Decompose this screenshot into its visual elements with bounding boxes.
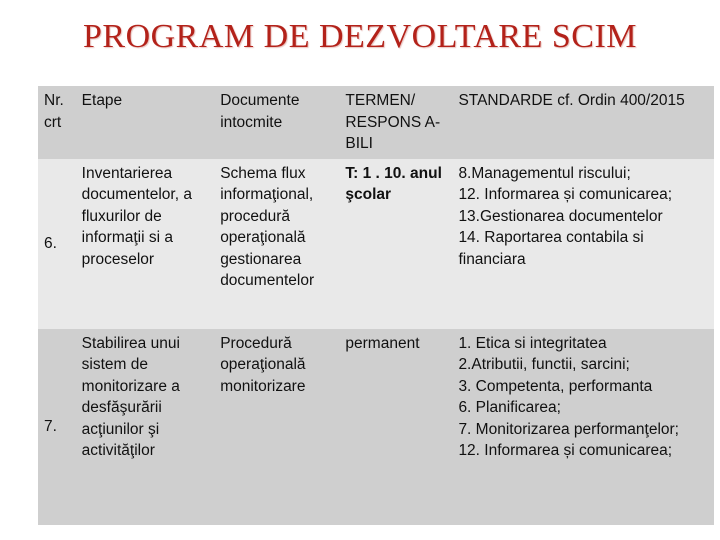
row-termen: permanent <box>339 329 452 525</box>
standard-item: 6. Planificarea; <box>458 399 561 416</box>
header-etape: Etape <box>76 86 215 159</box>
standard-item: 2.Atributii, functii, sarcini; <box>458 356 630 373</box>
standard-item: 1. Etica si integritatea <box>458 334 607 352</box>
row-documente: Schema flux informaţional, procedură operaţională gestionarea documentelor <box>214 159 339 329</box>
header-nr: Nr. crt <box>38 86 76 159</box>
header-termen: TERMEN/ RESPONS A-BILI <box>339 86 452 159</box>
row-documente: Procedură operaţională monitorizare <box>214 329 339 525</box>
scim-table <box>38 86 714 525</box>
header-standarde: STANDARDE cf. Ordin 400/2015 <box>452 86 714 159</box>
standard-item: 12. Informarea și comunicarea; <box>458 442 673 459</box>
standard-item: 8.Managementul riscului; <box>458 164 631 182</box>
row-nr: 7. <box>38 329 76 525</box>
table-header-row <box>38 86 714 159</box>
standard-item: 7. Monitorizarea performanţelor; <box>458 420 679 438</box>
page-title: PROGRAM DE DEZVOLTARE SCIM <box>82 18 637 55</box>
standard-item: 13.Gestionarea documentelor <box>458 207 663 225</box>
standard-item: 12. Informarea și comunicarea; <box>458 186 673 203</box>
row-standarde <box>452 159 714 329</box>
row-standarde <box>452 329 714 525</box>
table-row <box>38 329 714 525</box>
table-row <box>38 159 714 329</box>
row-etape: Inventarierea documentelor, a fluxurilor de informaţii si a proceselor <box>76 159 215 329</box>
row-nr: 6. <box>38 159 76 329</box>
row-termen: T: 1 . 10. anul şcolar <box>339 159 452 329</box>
row-etape: Stabilirea unui sistem de monitorizare a desfăşurării acţiunilor şi activităţilor <box>76 329 215 525</box>
header-documente: Documente intocmite <box>214 86 339 159</box>
standard-item: 14. Raportarea contabila si financiara <box>458 229 644 268</box>
standard-item: 3. Competenta, performanta <box>458 377 653 395</box>
